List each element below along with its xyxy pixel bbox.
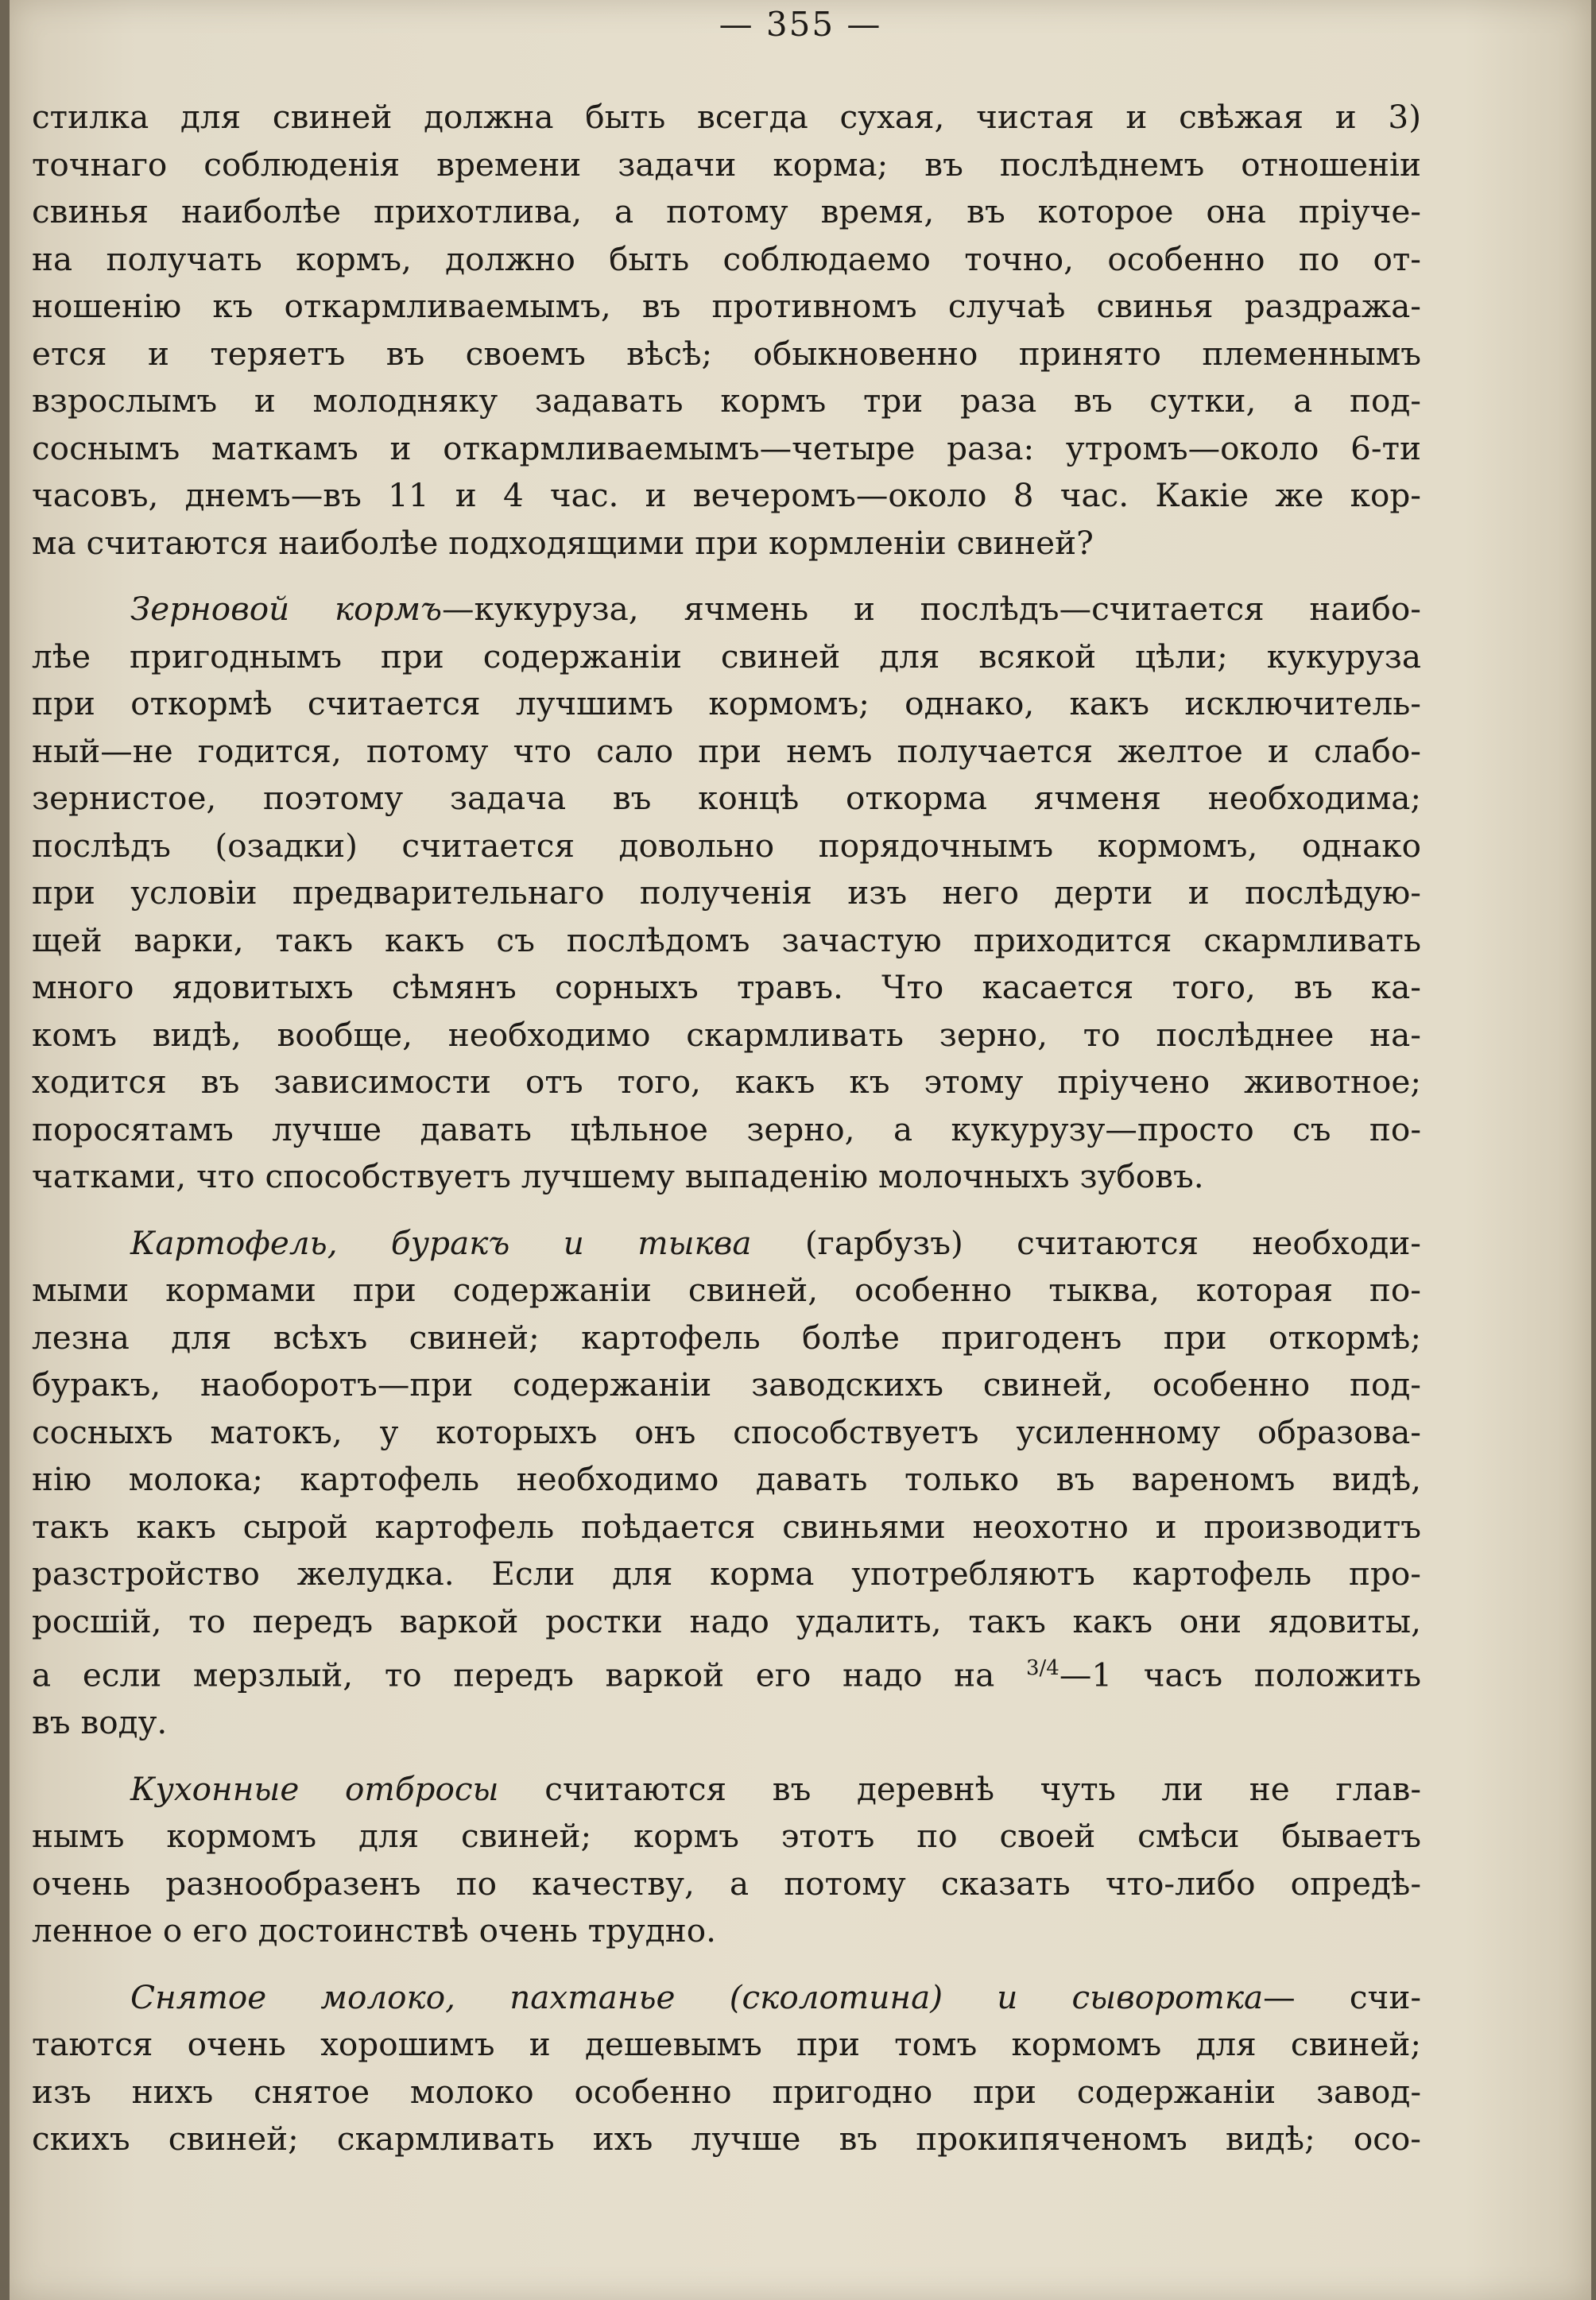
text-line: при откормѣ считается лучшимъ кормомъ; однако, какъ исключитель-: [32, 684, 1421, 722]
text-line: нію молока; картофель необходимо давать только въ вареномъ видѣ,: [32, 1460, 1421, 1498]
text-run: а если мерзлый, то передъ варкой его надо на: [32, 1655, 1026, 1694]
text-line: мыми кормами при содержаніи свиней, особенно тыква, которая по-: [32, 1271, 1421, 1309]
text-line: лѣе пригоднымъ при содержаніи свиней для всякой цѣли; кукуруза: [32, 637, 1421, 676]
text-line: зернистое, поэтому задача въ концѣ откорма ячменя необходима;: [32, 779, 1421, 817]
text-line: точнаго соблюденія времени задачи корма; въ послѣднемъ отношеніи: [32, 145, 1421, 184]
text-line: стилка для свиней должна быть всегда сухая, чистая и свѣжая и 3): [32, 98, 1421, 136]
book-page: [10, 0, 1591, 2300]
text-line: поросятамъ лучше давать цѣльное зерно, а кукурузу—просто съ по-: [32, 1109, 1421, 1148]
section-heading-italic: Кухонные отбросы: [130, 1769, 499, 1808]
text-run: считаются въ деревнѣ чуть ли не глав-: [498, 1769, 1422, 1808]
text-run: — счи-: [1263, 1977, 1421, 2016]
text-line: ный—не годится, потому что сало при немъ получается желтое и слабо-: [32, 731, 1421, 770]
text-line: ходится въ зависимости отъ того, какъ къ этому пріучено животное;: [32, 1063, 1421, 1101]
text-line: изъ нихъ снятое молоко особенно пригодно при содержаніи завод-: [32, 2072, 1421, 2111]
text-line: на получать кормъ, должно быть соблюдаемо точно, особенно по от-: [32, 239, 1421, 278]
paragraph-first-line: [32, 586, 1421, 633]
text-line: щей варки, такъ какъ съ послѣдомъ зачастую приходится скармливать: [32, 920, 1421, 959]
text-line: скихъ свиней; скармливать ихъ лучше въ прокипяченомъ видѣ; осо-: [32, 2120, 1421, 2158]
page-number: — 355 —: [719, 5, 882, 44]
text-line: [32, 1645, 1421, 1699]
paragraph-milk-products: [32, 1974, 1421, 2163]
text-line: лезна для всѣхъ свиней; картофель болѣе пригоденъ при откормѣ;: [32, 1318, 1421, 1357]
text-line: при условіи предварительнаго полученія изъ него дерти и послѣдую-: [32, 873, 1421, 912]
text-run: —1 часъ положить: [1059, 1655, 1421, 1694]
section-heading-italic: Снятое молоко, пахтанье (сколотина) и сыворотка: [130, 1977, 1264, 2016]
text-line: часовъ, днемъ—въ 11 и 4 час. и вечеромъ—около 8 час. Какіе же кор-: [32, 476, 1421, 514]
paragraph-grain-feed: [32, 586, 1421, 1201]
text-line: въ воду.: [32, 1703, 168, 1741]
text-line: послѣдъ (озадки) считается довольно порядочнымъ кормомъ, однако: [32, 826, 1421, 865]
paragraph-kitchen-waste: [32, 1766, 1421, 1955]
text-line: очень разнообразенъ по качеству, а потому сказать что-либо опредѣ-: [32, 1864, 1421, 1903]
text-line: разстройство желудка. Если для корма употребляютъ картофель про-: [32, 1555, 1421, 1593]
section-heading-italic: Зерновой кормъ: [130, 590, 443, 628]
fraction: 3/4: [1025, 1656, 1059, 1680]
text-line: ма считаются наиболѣе подходящими при кормленіи свиней?: [32, 523, 1094, 562]
text-line: соснымъ маткамъ и откармливаемымъ—четыре раза: утромъ—около 6-ти: [32, 428, 1421, 467]
text-line: ношенію къ откармливаемымъ, въ противномъ случаѣ свинья раздража-: [32, 287, 1421, 325]
text-line: ленное о его достоинствѣ очень трудно.: [32, 1911, 716, 1950]
text-line: такъ какъ сырой картофель поѣдается свиньями неохотно и производитъ: [32, 1507, 1421, 1546]
text-line: буракъ, наоборотъ—при содержаніи заводскихъ свиней, особенно под-: [32, 1365, 1421, 1404]
text-line: нымъ кормомъ для свиней; кормъ этотъ по своей смѣси бываетъ: [32, 1817, 1421, 1855]
text-run: —кукуруза, ячмень и послѣдъ—считается наибо-: [442, 590, 1421, 628]
text-line: чатками, что способствуетъ лучшему выпаденію молочныхъ зубовъ.: [32, 1157, 1204, 1195]
paragraph-first-line: [32, 1220, 1421, 1268]
paragraph-potato-beet-pumpkin: [32, 1220, 1421, 1747]
section-heading-italic: Картофель, буракъ и тыква: [130, 1223, 752, 1262]
text-line: взрослымъ и молодняку задавать кормъ три раза въ сутки, а под-: [32, 381, 1421, 420]
text-line: таются очень хорошимъ и дешевымъ при томъ кормомъ для свиней;: [32, 2025, 1421, 2063]
text-line: много ядовитыхъ сѣмянъ сорныхъ травъ. Что касается того, въ ка-: [32, 968, 1421, 1006]
body-text: [32, 94, 1421, 2163]
text-line: свинья наиболѣе прихотлива, а потому время, въ которое она пріуче-: [32, 192, 1421, 230]
paragraph-first-line: [32, 1974, 1421, 2022]
text-line: комъ видѣ, вообще, необходимо скармливать зерно, то послѣднее на-: [32, 1015, 1421, 1054]
text-run: (гарбузъ) считаются необходи-: [751, 1223, 1421, 1262]
text-line: росшій, то передъ варкой ростки надо удалить, такъ какъ они ядовиты,: [32, 1601, 1421, 1640]
text-line: сосныхъ матокъ, у которыхъ онъ способствуетъ усиленному образова-: [32, 1412, 1421, 1451]
text-line: ется и теряетъ въ своемъ вѣсѣ; обыкновенно принято племеннымъ: [32, 334, 1421, 373]
paragraph-first-line: [32, 1766, 1421, 1814]
paragraph-bedding-feeding-time: [32, 94, 1421, 567]
